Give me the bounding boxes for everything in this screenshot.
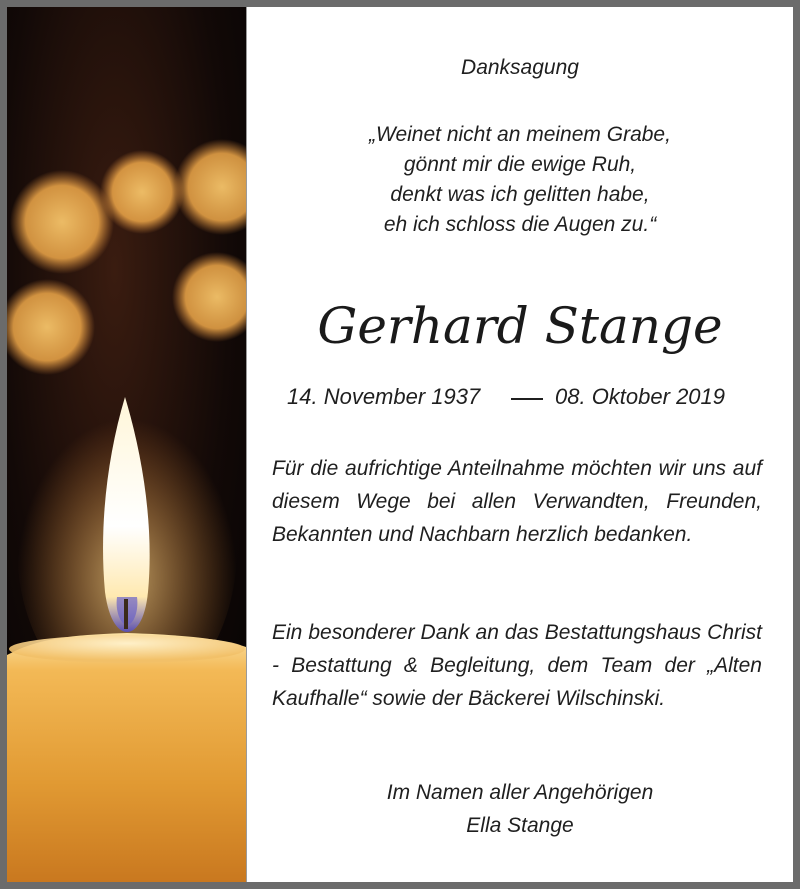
- poem-line: „Weinet nicht an meinem Grabe,: [369, 123, 671, 146]
- special-thanks-paragraph: Ein besonderer Dank an das Bestattungshaus Christ - Bestattung & Begleitung, dem Team der „Alten Kaufhalle“ sowie der Bäckerei Wilschinski.: [272, 621, 762, 710]
- poem-line: eh ich schloss die Augen zu.“: [383, 213, 657, 236]
- poem-line: denkt was ich gelitten habe,: [390, 183, 650, 206]
- signature-line: Im Namen aller Angehörigen: [386, 781, 654, 804]
- life-dates: [247, 384, 793, 412]
- heading: Danksagung: [461, 56, 579, 79]
- candle-photo: [7, 7, 246, 882]
- date-dash: [511, 398, 543, 400]
- thanks-paragraph: Für die aufrichtige Anteilnahme möchten wir uns auf diesem Wege bei allen Verwandten, Freunden, Bekannten und Nachbarn herzlich bedanken.: [272, 457, 762, 546]
- death-date: 08. Oktober 2019: [555, 384, 726, 409]
- deceased-name: Gerhard Stange: [317, 297, 723, 355]
- birth-date: 14. November 1937: [287, 384, 481, 409]
- notice-text-panel: [247, 7, 793, 882]
- signature-name: Ella Stange: [466, 814, 574, 837]
- poem-line: gönnt mir die ewige Ruh,: [403, 153, 637, 176]
